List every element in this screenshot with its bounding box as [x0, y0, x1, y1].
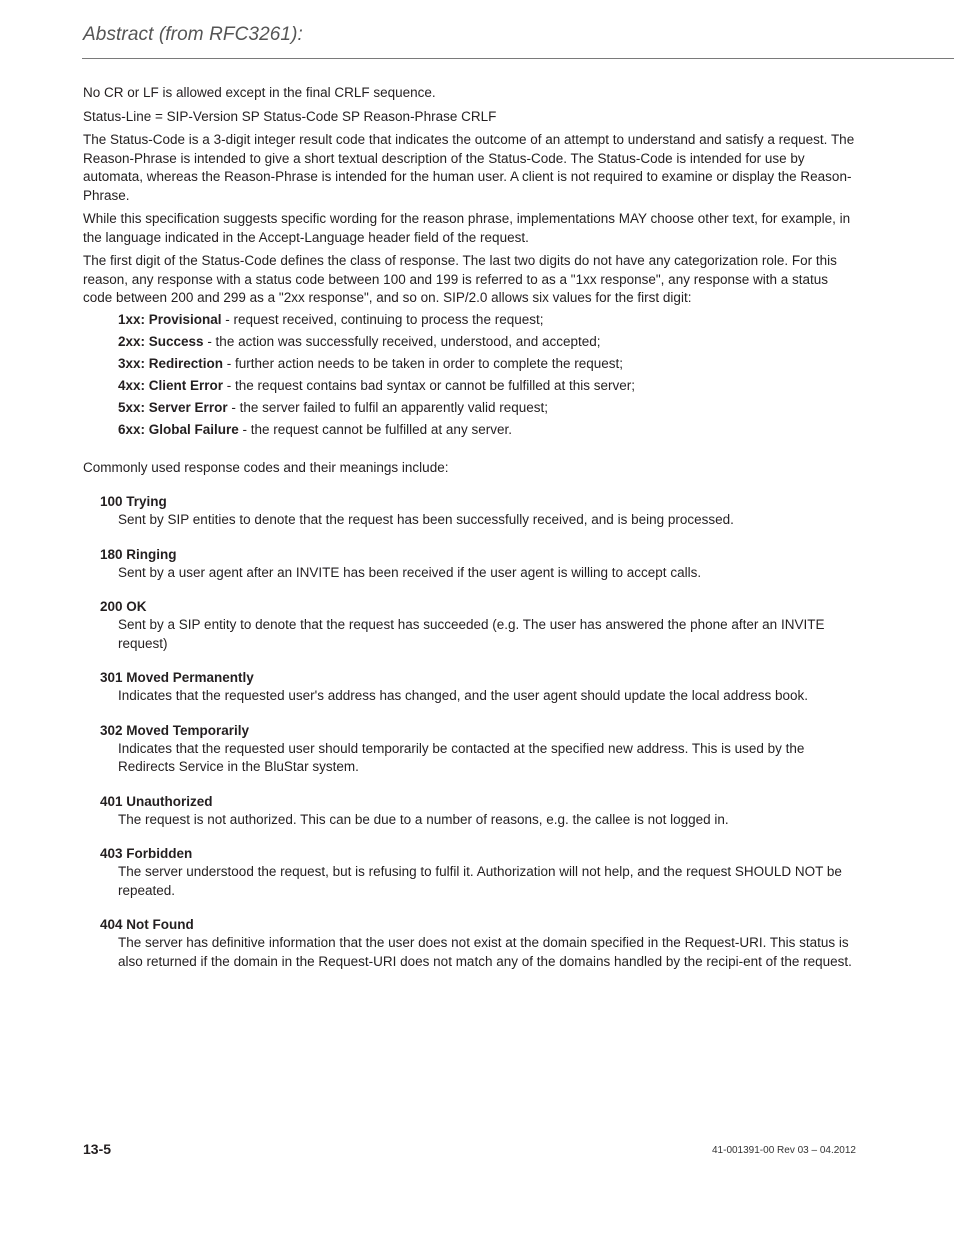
class-label: 3xx: Redirection [118, 355, 224, 371]
response-code-description: The server understood the request, but is refusing to fulfil it. Authorization will not help, and the request SHOULD NOT be repeated. [118, 864, 842, 898]
class-label: 6xx: Global Failure [118, 421, 239, 437]
response-code-description: The request is not authorized. This can be due to a number of reasons, e.g. the callee is not logged in. [118, 811, 729, 827]
response-code-title: 200 OK [100, 599, 147, 614]
response-code-title: 180 Ringing [100, 546, 177, 562]
class-text: - further action needs to be taken in order to complete the request; [223, 355, 624, 371]
intro-paragraph-crlf: No CR or LF is allowed except in the final CRLF sequence. [83, 85, 436, 100]
response-code-entry [100, 492, 859, 530]
intro-paragraph-reason-phrase: While this specification suggests specific wording for the reason phrase, implementations MAY choose other text, for example, in the language indicated in the Accept-Language header field of the request. [83, 211, 851, 245]
response-code-title: 301 Moved Permanently [100, 670, 254, 685]
page-title: Abstract (from RFC3261): [83, 24, 303, 45]
response-code-description: Indicates that the requested user should temporarily be contacted at the specified new address. This is used by the Redirects Service in the BluStar system. [118, 740, 805, 774]
list-item [118, 353, 859, 375]
response-code-title: 401 Unauthorized [100, 793, 213, 809]
class-label: 2xx: Success [118, 333, 204, 349]
list-item [118, 419, 859, 441]
response-code-title: 302 Moved Temporarily [100, 722, 250, 738]
response-code-entry [100, 721, 859, 777]
response-code-description: Sent by a user agent after an INVITE has been received if the user agent is willing to accept calls. [118, 564, 702, 580]
response-code-entry [100, 668, 859, 706]
response-code-title: 403 Forbidden [100, 846, 193, 861]
page-number: 13-5 [83, 1141, 112, 1157]
commonly-used-intro: Commonly used response codes and their meanings include: [83, 459, 449, 475]
response-code-description: Sent by a SIP entity to denote that the request has succeeded (e.g. The user has answered the phone after an INVITE request) [118, 617, 825, 651]
response-code-description: Sent by SIP entities to denote that the request has been successfully received, and is being processed. [118, 512, 734, 527]
response-code-entry [100, 792, 859, 830]
class-text: - the action was successfully received, understood, and accepted; [203, 333, 601, 349]
class-text: - the server failed to fulfil an apparently valid request; [227, 399, 548, 415]
intro-paragraph-first-digit: The first digit of the Status-Code defines the class of response. The last two digits do not have any categorization role. For this reason, any response with a status code between 100 and 199 is referred to as a "1xx response", any response with a status code between 200 and 299 as a "2xx response", and so on. SIP/2.0 allows six values for the first digit: [83, 253, 837, 305]
document-revision: 41-001391-00 Rev 03 – 04.2012 [711, 1145, 856, 1156]
response-code-title: 404 Not Found [100, 917, 194, 932]
class-text: - request received, continuing to process the request; [221, 311, 544, 327]
class-label: 5xx: Server Error [118, 399, 228, 415]
response-code-description: The server has definitive information that the user does not exist at the domain specified in the Request-URI. This status is also returned if the domain in the Request-URI does not match any of the domains handled by the recipi-ent of the request. [118, 935, 852, 969]
response-code-entry [100, 844, 859, 900]
list-item [118, 375, 859, 397]
response-code-entry [100, 915, 859, 971]
class-text: - the request contains bad syntax or cannot be fulfilled at this server; [223, 377, 636, 393]
response-code-entry [100, 597, 859, 653]
response-code-entry [100, 545, 859, 583]
intro-paragraph-status-code: The Status-Code is a 3-digit integer result code that indicates the outcome of an attempt to understand and satisfy a request. The Reason-Phrase is intended to give a short textual description of the Status-Code. The Status-Code is intended for use by automata, whereas the Reason-Phrase is intended for the human user. A client is not required to examine or display the Reason-Phrase. [83, 132, 855, 203]
header-divider [82, 58, 954, 59]
class-label: 1xx: Provisional [118, 311, 222, 327]
status-line-definition: Status-Line = SIP-Version SP Status-Code SP Reason-Phrase CRLF [83, 108, 497, 124]
class-label: 4xx: Client Error [118, 377, 224, 393]
class-text: - the request cannot be fulfilled at any server. [238, 421, 512, 437]
response-code-title: 100 Trying [100, 494, 167, 509]
list-item [118, 397, 859, 419]
response-code-list [100, 492, 859, 971]
main-content [83, 84, 859, 971]
response-code-description: Indicates that the requested user's address has changed, and the user agent should update the local address book. [118, 688, 809, 703]
list-item [118, 331, 859, 353]
list-item [118, 309, 859, 331]
response-class-list [118, 309, 859, 441]
